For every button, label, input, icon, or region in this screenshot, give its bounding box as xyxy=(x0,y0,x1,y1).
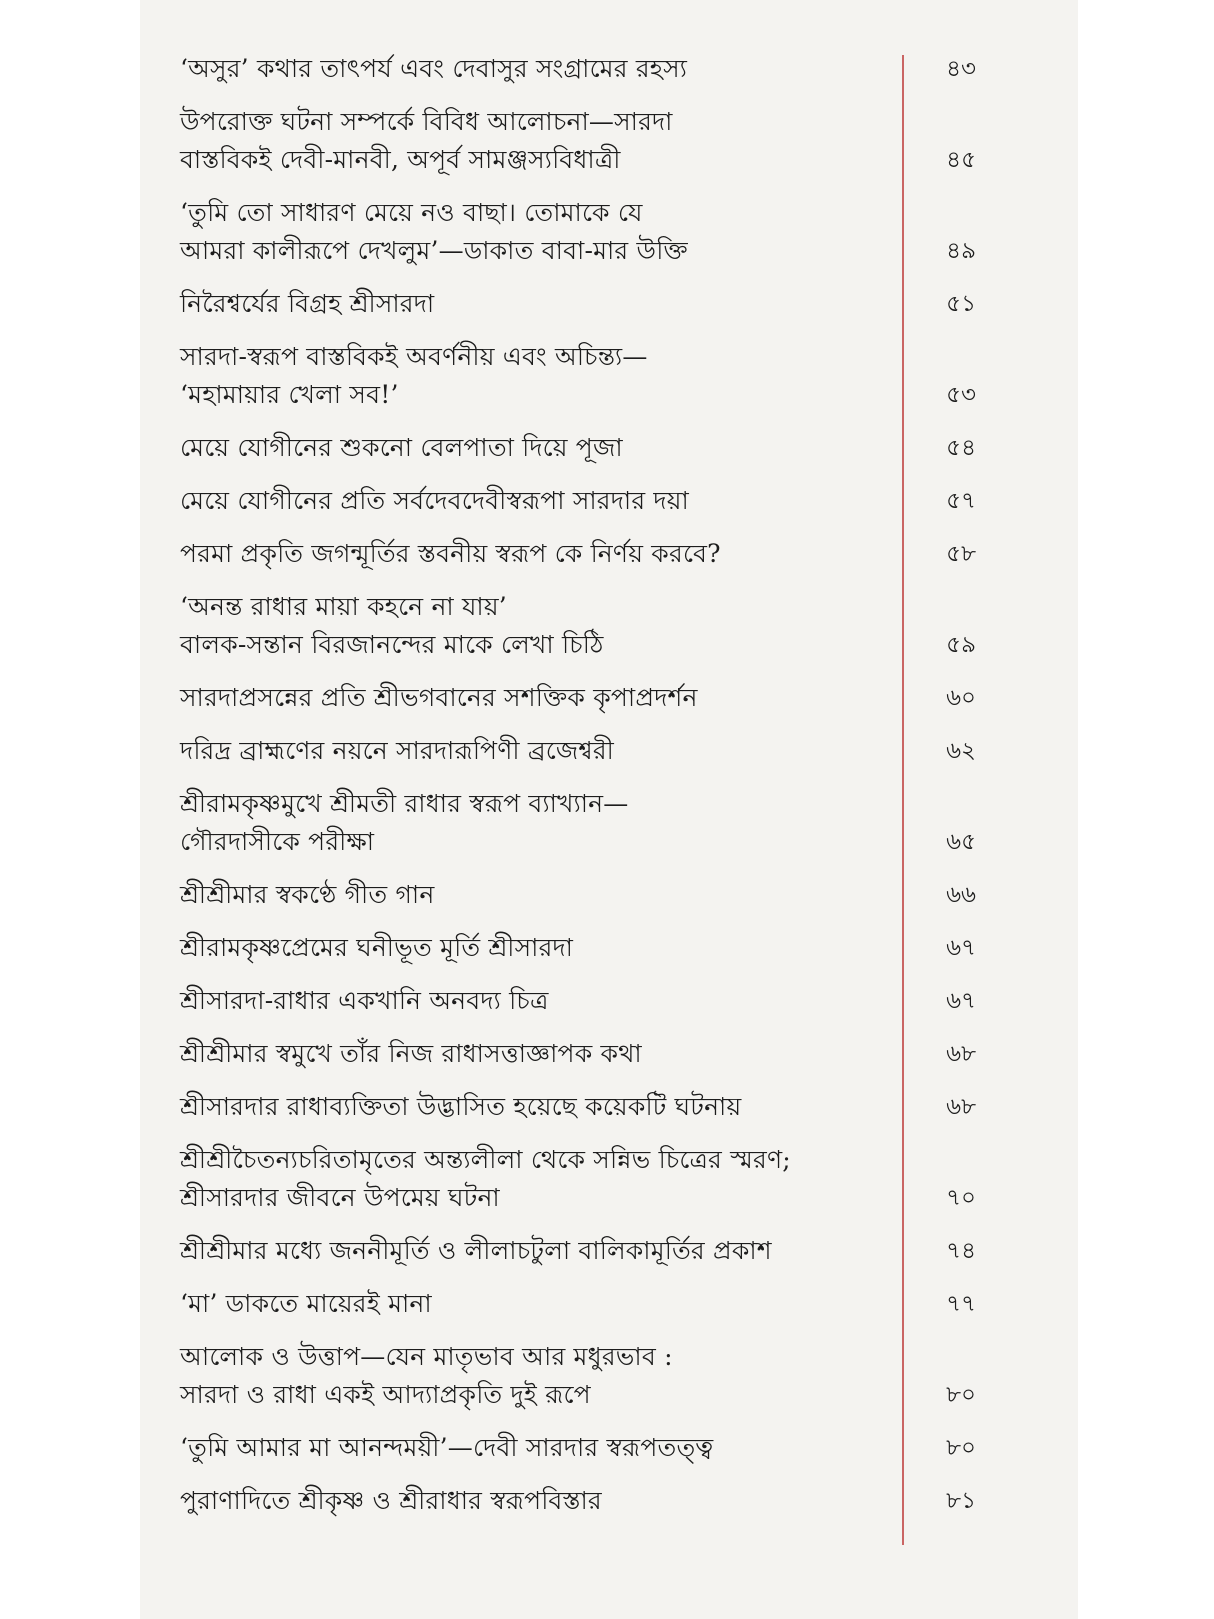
entry-title xyxy=(180,982,880,1020)
entry-title-line: ‘তুমি আমার মা আনন্দময়ী’—দেবী সারদার স্বরূপতত্ত্ব xyxy=(180,1433,714,1462)
toc-entry xyxy=(180,982,1000,1020)
entry-title xyxy=(180,1482,880,1520)
entry-page-number: ৫১ xyxy=(946,291,976,317)
entry-title-line: ‘মহামায়ার খেলা সব!’ xyxy=(180,380,399,409)
entry-title xyxy=(180,429,880,467)
entry-title xyxy=(180,535,880,573)
entry-page-number: ৬৫ xyxy=(946,829,976,855)
entry-title-line: শ্রীসারদার জীবনে উপমেয় ঘটনা xyxy=(180,1183,500,1212)
toc-entry xyxy=(180,1285,1000,1323)
entry-page-number: ৬৮ xyxy=(946,1094,976,1120)
toc-entry xyxy=(180,732,1000,770)
entry-title xyxy=(180,679,880,717)
entry-title-line: পরমা প্রকৃতি জগন্মূর্তির স্তবনীয় স্বরূপ কে নির্ণয় করবে? xyxy=(180,539,721,568)
entry-title-line: উপরোক্ত ঘটনা সম্পর্কে বিবিধ আলোচনা—সারদা xyxy=(180,107,673,136)
entry-title-line: সারদা-স্বরূপ বাস্তবিকই অবর্ণনীয় এবং অচিন্ত্য— xyxy=(180,342,648,371)
entry-title xyxy=(180,1338,880,1414)
toc-entry xyxy=(180,1088,1000,1126)
entry-page-number: ৮০ xyxy=(946,1435,976,1461)
entry-page-number: ৬৮ xyxy=(946,1041,976,1067)
entry-title xyxy=(180,732,880,770)
entry-page-number: ৭৭ xyxy=(946,1291,976,1317)
toc-entry xyxy=(180,876,1000,914)
toc-entry xyxy=(180,1338,1000,1414)
entry-title xyxy=(180,338,880,414)
entry-title-line: ‘অসুর’ কথার তাৎপর্য এবং দেবাসুর সংগ্রামের রহস্য xyxy=(180,54,688,83)
entry-page-number: ৬৭ xyxy=(946,935,976,961)
entry-page-number: ৭৪ xyxy=(946,1238,976,1264)
toc-entry xyxy=(180,535,1000,573)
entry-title-line: শ্রীশ্রীচৈতন্যচরিতামৃতের অন্ত্যলীলা থেকে সন্নিভ চিত্রের স্মরণ; xyxy=(180,1145,791,1174)
entry-title-line: শ্রীসারদার রাধাব্যক্তিতা উদ্ভাসিত হয়েছে কয়েকটি ঘটনায় xyxy=(180,1092,742,1121)
toc-entry xyxy=(180,338,1000,414)
toc-entry xyxy=(180,1035,1000,1073)
entry-title xyxy=(180,482,880,520)
entry-title xyxy=(180,785,880,861)
entry-title xyxy=(180,194,880,270)
entry-page-number: ৫৮ xyxy=(946,541,976,567)
entry-page-number: ৫৩ xyxy=(946,382,976,408)
entry-title xyxy=(180,1285,880,1323)
entry-title-line: দরিদ্র ব্রাহ্মণের নয়নে সারদারূপিণী ব্রজেশ্বরী xyxy=(180,736,614,765)
entry-title-line: সারদাপ্রসন্নের প্রতি শ্রীভগবানের সশক্তিক কৃপাপ্রদর্শন xyxy=(180,683,698,712)
entry-page-number: ৬২ xyxy=(946,738,976,764)
entry-page-number: ৪৯ xyxy=(946,238,976,264)
entry-page-number: ৬৭ xyxy=(946,988,976,1014)
entry-page-number: ৮১ xyxy=(946,1488,976,1514)
entry-title xyxy=(180,1141,880,1217)
entry-title-line: বালক-সন্তান বিরজানন্দের মাকে লেখা চিঠি xyxy=(180,630,604,659)
entry-title-line: শ্রীশ্রীমার স্বমুখে তাঁর নিজ রাধাসত্তাজ্ঞাপক কথা xyxy=(180,1039,642,1068)
entry-page-number: ৮০ xyxy=(946,1382,976,1408)
entry-title-line: নিরৈশ্বর্যের বিগ্রহ শ্রীসারদা xyxy=(180,289,435,318)
entry-title-line: শ্রীশ্রীমার মধ্যে জননীমূর্তি ও লীলাচটুলা বালিকামূর্তির প্রকাশ xyxy=(180,1236,772,1265)
toc-entry xyxy=(180,679,1000,717)
toc-entry xyxy=(180,1232,1000,1270)
entry-title-line: গৌরদাসীকে পরীক্ষা xyxy=(180,827,375,856)
entry-title-line: ‘তুমি তো সাধারণ মেয়ে নও বাছা। তোমাকে যে xyxy=(180,198,643,227)
toc-entry xyxy=(180,1482,1000,1520)
entry-title xyxy=(180,103,880,179)
entry-page-number: ৫৭ xyxy=(946,488,976,514)
table-of-contents xyxy=(180,50,1000,1520)
entry-title-line: ‘মা’ ডাকতে মায়েরই মানা xyxy=(180,1289,432,1318)
entry-title xyxy=(180,876,880,914)
entry-page-number: ৪৩ xyxy=(946,56,976,82)
entry-title xyxy=(180,50,880,88)
entry-title-line: সারদা ও রাধা একই আদ্যাপ্রকৃতি দুই রূপে xyxy=(180,1380,591,1409)
entry-title-line: মেয়ে যোগীনের প্রতি সর্বদেবদেবীস্বরূপা সারদার দয়া xyxy=(180,486,689,515)
entry-title-line: শ্রীরামকৃষ্ণপ্রেমের ঘনীভূত মূর্তি শ্রীসারদা xyxy=(180,933,574,962)
entry-page-number: ৪৫ xyxy=(946,147,976,173)
toc-entry xyxy=(180,929,1000,967)
entry-title-line: ‘অনন্ত রাধার মায়া কহনে না যায়’ xyxy=(180,592,507,621)
entry-title-line: শ্রীশ্রীমার স্বকণ্ঠে গীত গান xyxy=(180,880,435,909)
entry-page-number: ৬০ xyxy=(946,685,976,711)
toc-entry xyxy=(180,785,1000,861)
entry-title xyxy=(180,1429,880,1467)
toc-entry xyxy=(180,194,1000,270)
toc-entry xyxy=(180,1429,1000,1467)
entry-page-number: ৭০ xyxy=(946,1185,976,1211)
entry-page-number: ৬৬ xyxy=(946,882,976,908)
entry-title-line: পুরাণাদিতে শ্রীকৃষ্ণ ও শ্রীরাধার স্বরূপবিস্তার xyxy=(180,1486,602,1515)
toc-entry xyxy=(180,588,1000,664)
entry-title-line: শ্রীরামকৃষ্ণমুখে শ্রীমতী রাধার স্বরূপ ব্যাখ্যান— xyxy=(180,789,629,818)
entry-title-line: মেয়ে যোগীনের শুকনো বেলপাতা দিয়ে পূজা xyxy=(180,433,623,462)
toc-entry xyxy=(180,482,1000,520)
toc-entry xyxy=(180,429,1000,467)
toc-entry xyxy=(180,1141,1000,1217)
entry-title xyxy=(180,1232,880,1270)
entry-title xyxy=(180,588,880,664)
entry-title xyxy=(180,929,880,967)
entry-title xyxy=(180,285,880,323)
entry-page-number: ৫৯ xyxy=(946,632,976,658)
toc-entry xyxy=(180,103,1000,179)
entry-title-line: বাস্তবিকই দেবী-মানবী, অপূর্ব সামঞ্জস্যবিধাত্রী xyxy=(180,145,621,174)
entry-title-line: আলোক ও উত্তাপ—যেন মাতৃভাব আর মধুরভাব : xyxy=(180,1342,673,1371)
entry-title xyxy=(180,1035,880,1073)
toc-entry xyxy=(180,50,1000,88)
entry-title xyxy=(180,1088,880,1126)
toc-entry xyxy=(180,285,1000,323)
entry-page-number: ৫৪ xyxy=(946,435,976,461)
entry-title-line: শ্রীসারদা-রাধার একখানি অনবদ্য চিত্র xyxy=(180,986,549,1015)
entry-title-line: আমরা কালীরূপে দেখলুম’—ডাকাত বাবা-মার উক্তি xyxy=(180,236,688,265)
